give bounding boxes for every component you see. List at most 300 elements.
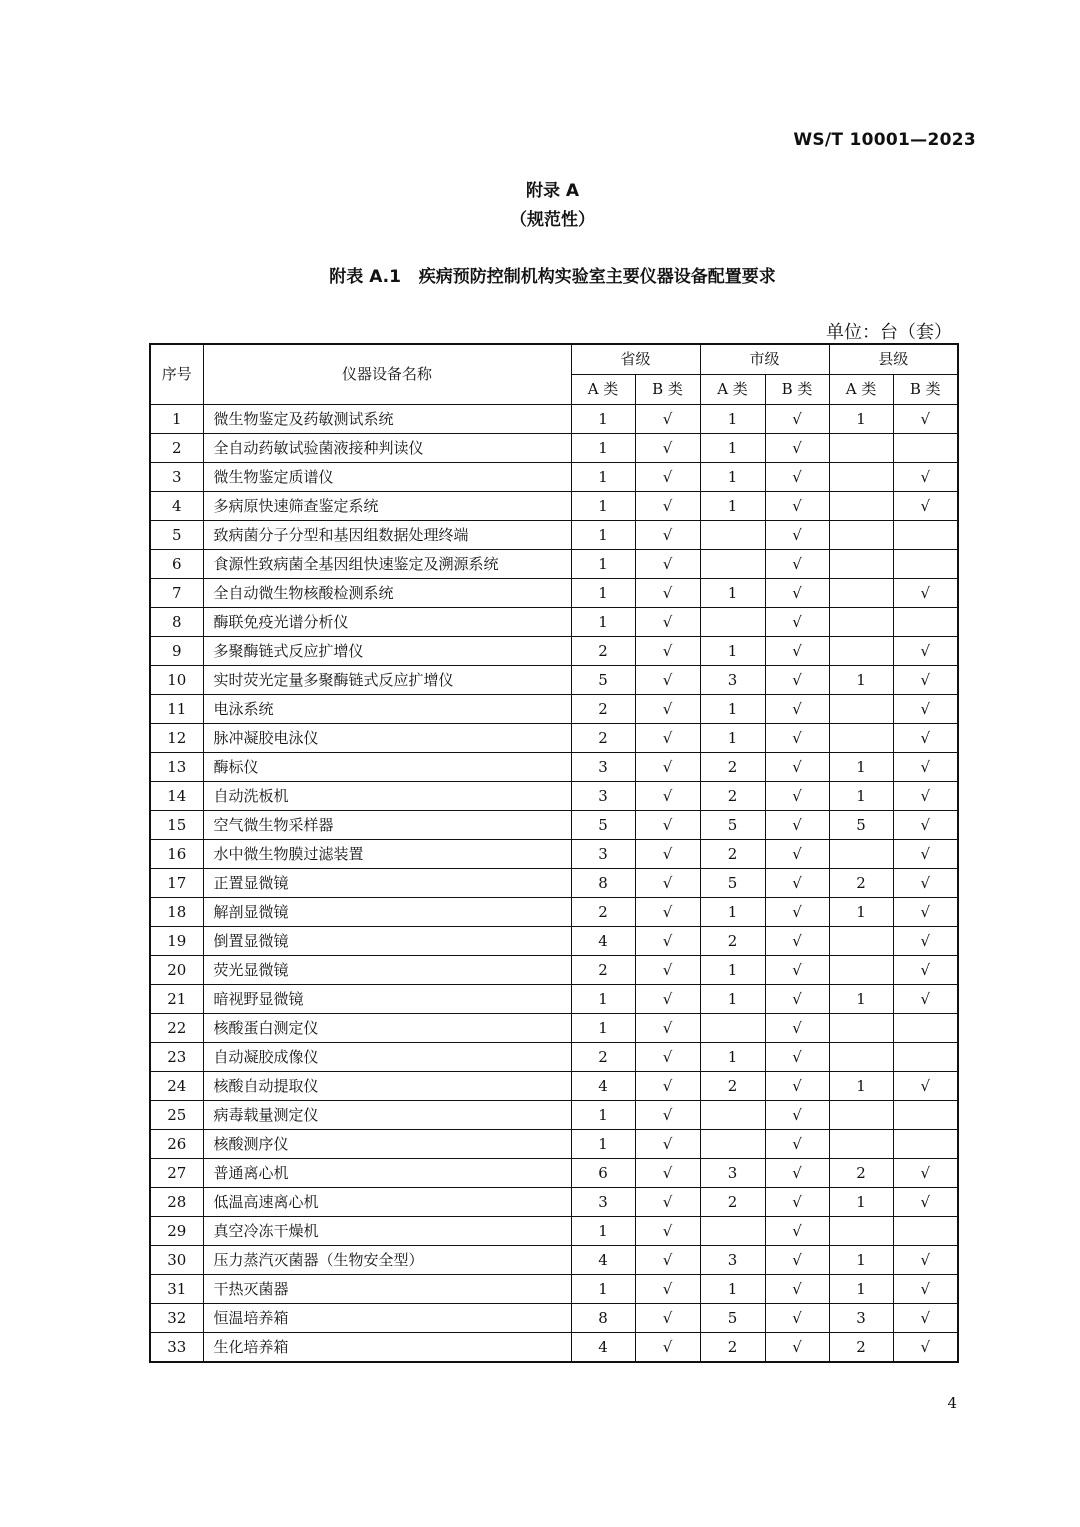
cell-municipal-a xyxy=(700,608,765,637)
cell-municipal-b: √ xyxy=(765,1188,829,1217)
cell-equipment-name: 微生物鉴定质谱仪 xyxy=(203,463,571,492)
cell-serial-number: 13 xyxy=(150,753,203,782)
cell-municipal-a: 1 xyxy=(700,985,765,1014)
cell-equipment-name: 核酸测序仪 xyxy=(203,1130,571,1159)
cell-serial-number: 33 xyxy=(150,1333,203,1363)
cell-county-a xyxy=(829,521,893,550)
cell-provincial-b: √ xyxy=(635,1275,700,1304)
cell-provincial-a: 4 xyxy=(571,1072,635,1101)
cell-equipment-name: 暗视野显微镜 xyxy=(203,985,571,1014)
table-row xyxy=(150,927,958,956)
cell-serial-number: 25 xyxy=(150,1101,203,1130)
header-class-a: A 类 xyxy=(829,375,893,405)
cell-county-b: √ xyxy=(893,1246,958,1275)
header-row-levels xyxy=(150,344,958,375)
cell-provincial-b: √ xyxy=(635,956,700,985)
cell-county-b xyxy=(893,1043,958,1072)
cell-county-a xyxy=(829,463,893,492)
cell-county-b: √ xyxy=(893,753,958,782)
cell-county-a: 2 xyxy=(829,869,893,898)
cell-municipal-b: √ xyxy=(765,608,829,637)
cell-municipal-a: 1 xyxy=(700,637,765,666)
cell-county-b xyxy=(893,521,958,550)
cell-county-b xyxy=(893,1130,958,1159)
cell-county-a xyxy=(829,434,893,463)
cell-county-a xyxy=(829,840,893,869)
cell-county-a xyxy=(829,956,893,985)
cell-equipment-name: 恒温培养箱 xyxy=(203,1304,571,1333)
appendix-subtitle: （规范性） xyxy=(510,210,595,230)
cell-equipment-name: 微生物鉴定及药敏测试系统 xyxy=(203,405,571,434)
cell-municipal-b: √ xyxy=(765,753,829,782)
cell-municipal-a: 2 xyxy=(700,840,765,869)
cell-municipal-a: 5 xyxy=(700,869,765,898)
cell-county-a: 1 xyxy=(829,1072,893,1101)
cell-serial-number: 26 xyxy=(150,1130,203,1159)
cell-serial-number: 23 xyxy=(150,1043,203,1072)
cell-county-b: √ xyxy=(893,898,958,927)
cell-county-b: √ xyxy=(893,695,958,724)
cell-provincial-a: 1 xyxy=(571,1217,635,1246)
cell-county-b xyxy=(893,608,958,637)
header-class-a: A 类 xyxy=(571,375,635,405)
cell-county-a: 1 xyxy=(829,666,893,695)
cell-municipal-b: √ xyxy=(765,1333,829,1363)
header-equipment-name: 仪器设备名称 xyxy=(203,344,571,405)
table-row xyxy=(150,695,958,724)
cell-county-a: 1 xyxy=(829,1188,893,1217)
cell-provincial-a: 8 xyxy=(571,1304,635,1333)
cell-provincial-b: √ xyxy=(635,695,700,724)
cell-county-a: 1 xyxy=(829,1275,893,1304)
cell-county-b xyxy=(893,434,958,463)
table-row xyxy=(150,1275,958,1304)
cell-county-a xyxy=(829,927,893,956)
cell-provincial-b: √ xyxy=(635,724,700,753)
cell-equipment-name: 脉冲凝胶电泳仪 xyxy=(203,724,571,753)
cell-county-b: √ xyxy=(893,869,958,898)
cell-serial-number: 1 xyxy=(150,405,203,434)
cell-municipal-a: 1 xyxy=(700,405,765,434)
cell-serial-number: 12 xyxy=(150,724,203,753)
cell-equipment-name: 真空冷冻干燥机 xyxy=(203,1217,571,1246)
cell-county-a: 1 xyxy=(829,1246,893,1275)
cell-county-a xyxy=(829,608,893,637)
cell-serial-number: 10 xyxy=(150,666,203,695)
cell-county-a: 1 xyxy=(829,753,893,782)
table-row xyxy=(150,1043,958,1072)
cell-provincial-a: 2 xyxy=(571,637,635,666)
cell-county-b: √ xyxy=(893,1333,958,1363)
cell-provincial-a: 6 xyxy=(571,1159,635,1188)
table-row xyxy=(150,666,958,695)
cell-municipal-b: √ xyxy=(765,579,829,608)
table-row xyxy=(150,782,958,811)
cell-county-a: 2 xyxy=(829,1333,893,1363)
cell-county-b: √ xyxy=(893,463,958,492)
cell-county-a: 5 xyxy=(829,811,893,840)
cell-county-a xyxy=(829,579,893,608)
cell-provincial-b: √ xyxy=(635,405,700,434)
cell-municipal-a: 2 xyxy=(700,1333,765,1363)
cell-provincial-a: 1 xyxy=(571,550,635,579)
document-number: WS/T 10001—2023 xyxy=(793,130,976,150)
cell-equipment-name: 核酸蛋白测定仪 xyxy=(203,1014,571,1043)
cell-provincial-b: √ xyxy=(635,521,700,550)
cell-county-a xyxy=(829,637,893,666)
cell-provincial-b: √ xyxy=(635,985,700,1014)
cell-municipal-b: √ xyxy=(765,840,829,869)
header-level-provincial: 省级 xyxy=(571,344,700,375)
cell-county-a: 1 xyxy=(829,782,893,811)
table-row xyxy=(150,1188,958,1217)
cell-serial-number: 7 xyxy=(150,579,203,608)
cell-provincial-b: √ xyxy=(635,1101,700,1130)
cell-county-a xyxy=(829,1043,893,1072)
cell-county-b: √ xyxy=(893,1072,958,1101)
cell-provincial-b: √ xyxy=(635,1246,700,1275)
cell-municipal-b: √ xyxy=(765,666,829,695)
cell-provincial-b: √ xyxy=(635,840,700,869)
table-row xyxy=(150,492,958,521)
cell-serial-number: 6 xyxy=(150,550,203,579)
cell-serial-number: 15 xyxy=(150,811,203,840)
cell-municipal-a xyxy=(700,521,765,550)
cell-equipment-name: 自动洗板机 xyxy=(203,782,571,811)
cell-municipal-a xyxy=(700,1130,765,1159)
cell-serial-number: 21 xyxy=(150,985,203,1014)
cell-provincial-b: √ xyxy=(635,434,700,463)
table-row xyxy=(150,869,958,898)
cell-equipment-name: 酶联免疫光谱分析仪 xyxy=(203,608,571,637)
cell-equipment-name: 倒置显微镜 xyxy=(203,927,571,956)
cell-provincial-a: 1 xyxy=(571,492,635,521)
cell-municipal-a: 2 xyxy=(700,753,765,782)
cell-county-b: √ xyxy=(893,956,958,985)
cell-provincial-a: 2 xyxy=(571,695,635,724)
cell-county-b: √ xyxy=(893,840,958,869)
cell-serial-number: 8 xyxy=(150,608,203,637)
cell-municipal-b: √ xyxy=(765,1014,829,1043)
cell-equipment-name: 低温高速离心机 xyxy=(203,1188,571,1217)
cell-equipment-name: 核酸自动提取仪 xyxy=(203,1072,571,1101)
cell-provincial-a: 1 xyxy=(571,463,635,492)
table-row xyxy=(150,1159,958,1188)
cell-provincial-b: √ xyxy=(635,782,700,811)
cell-provincial-a: 4 xyxy=(571,1333,635,1363)
cell-provincial-a: 2 xyxy=(571,724,635,753)
table-row xyxy=(150,1101,958,1130)
cell-county-b xyxy=(893,1217,958,1246)
cell-municipal-a: 1 xyxy=(700,695,765,724)
cell-municipal-b: √ xyxy=(765,927,829,956)
equipment-table xyxy=(149,343,959,1363)
cell-municipal-b: √ xyxy=(765,1304,829,1333)
cell-provincial-b: √ xyxy=(635,898,700,927)
cell-provincial-b: √ xyxy=(635,492,700,521)
cell-municipal-a: 2 xyxy=(700,782,765,811)
cell-equipment-name: 食源性致病菌全基因组快速鉴定及溯源系统 xyxy=(203,550,571,579)
cell-serial-number: 16 xyxy=(150,840,203,869)
cell-provincial-a: 1 xyxy=(571,1275,635,1304)
cell-equipment-name: 荧光显微镜 xyxy=(203,956,571,985)
header-class-a: A 类 xyxy=(700,375,765,405)
cell-county-b: √ xyxy=(893,579,958,608)
cell-provincial-a: 1 xyxy=(571,1130,635,1159)
cell-provincial-b: √ xyxy=(635,1130,700,1159)
cell-municipal-a: 2 xyxy=(700,1188,765,1217)
cell-provincial-b: √ xyxy=(635,1304,700,1333)
cell-equipment-name: 电泳系统 xyxy=(203,695,571,724)
table-row xyxy=(150,463,958,492)
cell-municipal-b: √ xyxy=(765,405,829,434)
cell-provincial-b: √ xyxy=(635,753,700,782)
header-serial-number: 序号 xyxy=(150,344,203,405)
cell-municipal-a: 1 xyxy=(700,1043,765,1072)
cell-equipment-name: 酶标仪 xyxy=(203,753,571,782)
cell-provincial-b: √ xyxy=(635,666,700,695)
cell-serial-number: 2 xyxy=(150,434,203,463)
cell-county-b: √ xyxy=(893,1159,958,1188)
cell-provincial-b: √ xyxy=(635,927,700,956)
cell-county-a xyxy=(829,492,893,521)
cell-municipal-a xyxy=(700,1014,765,1043)
cell-equipment-name: 多病原快速筛查鉴定系统 xyxy=(203,492,571,521)
table-row xyxy=(150,956,958,985)
cell-municipal-a: 2 xyxy=(700,927,765,956)
cell-county-a xyxy=(829,724,893,753)
table-row xyxy=(150,724,958,753)
table-row xyxy=(150,753,958,782)
cell-provincial-b: √ xyxy=(635,811,700,840)
cell-municipal-a: 1 xyxy=(700,956,765,985)
cell-county-b: √ xyxy=(893,637,958,666)
cell-equipment-name: 全自动药敏试验菌液接种判读仪 xyxy=(203,434,571,463)
table-row xyxy=(150,1246,958,1275)
cell-municipal-b: √ xyxy=(765,463,829,492)
page-number: 4 xyxy=(947,1394,957,1412)
header-level-county: 县级 xyxy=(829,344,958,375)
cell-equipment-name: 干热灭菌器 xyxy=(203,1275,571,1304)
cell-municipal-a: 1 xyxy=(700,1275,765,1304)
header-class-b: B 类 xyxy=(893,375,958,405)
cell-municipal-a: 1 xyxy=(700,724,765,753)
cell-serial-number: 4 xyxy=(150,492,203,521)
cell-county-b: √ xyxy=(893,666,958,695)
cell-municipal-b: √ xyxy=(765,434,829,463)
table-title: 附表 A.1 疾病预防控制机构实验室主要仪器设备配置要求 xyxy=(329,267,776,287)
cell-provincial-a: 1 xyxy=(571,521,635,550)
cell-serial-number: 28 xyxy=(150,1188,203,1217)
cell-provincial-a: 1 xyxy=(571,1101,635,1130)
cell-provincial-b: √ xyxy=(635,869,700,898)
cell-equipment-name: 致病菌分子分型和基因组数据处理终端 xyxy=(203,521,571,550)
cell-county-a: 1 xyxy=(829,985,893,1014)
cell-serial-number: 14 xyxy=(150,782,203,811)
cell-municipal-a: 1 xyxy=(700,434,765,463)
table-row xyxy=(150,1014,958,1043)
cell-municipal-b: √ xyxy=(765,724,829,753)
cell-serial-number: 24 xyxy=(150,1072,203,1101)
cell-provincial-a: 1 xyxy=(571,434,635,463)
cell-county-a xyxy=(829,695,893,724)
cell-county-b xyxy=(893,550,958,579)
cell-municipal-b: √ xyxy=(765,869,829,898)
cell-serial-number: 32 xyxy=(150,1304,203,1333)
appendix-title: 附录 A xyxy=(525,181,580,201)
cell-serial-number: 11 xyxy=(150,695,203,724)
cell-provincial-a: 3 xyxy=(571,782,635,811)
table-row xyxy=(150,811,958,840)
cell-municipal-b: √ xyxy=(765,1130,829,1159)
cell-municipal-a xyxy=(700,550,765,579)
table-row xyxy=(150,898,958,927)
cell-county-b xyxy=(893,1014,958,1043)
cell-municipal-a: 1 xyxy=(700,579,765,608)
cell-county-a xyxy=(829,1130,893,1159)
cell-provincial-b: √ xyxy=(635,1043,700,1072)
header-class-b: B 类 xyxy=(765,375,829,405)
cell-equipment-name: 自动凝胶成像仪 xyxy=(203,1043,571,1072)
cell-municipal-b: √ xyxy=(765,956,829,985)
cell-municipal-a: 1 xyxy=(700,463,765,492)
cell-serial-number: 18 xyxy=(150,898,203,927)
cell-provincial-a: 1 xyxy=(571,1014,635,1043)
cell-county-a: 2 xyxy=(829,1159,893,1188)
table-row xyxy=(150,1333,958,1363)
cell-municipal-b: √ xyxy=(765,1275,829,1304)
cell-provincial-a: 2 xyxy=(571,898,635,927)
cell-provincial-b: √ xyxy=(635,1014,700,1043)
cell-municipal-b: √ xyxy=(765,985,829,1014)
cell-provincial-b: √ xyxy=(635,608,700,637)
cell-provincial-a: 5 xyxy=(571,811,635,840)
table-row xyxy=(150,550,958,579)
cell-equipment-name: 水中微生物膜过滤装置 xyxy=(203,840,571,869)
cell-municipal-a xyxy=(700,1217,765,1246)
cell-county-a: 3 xyxy=(829,1304,893,1333)
cell-serial-number: 31 xyxy=(150,1275,203,1304)
cell-county-a: 1 xyxy=(829,898,893,927)
cell-municipal-a xyxy=(700,1101,765,1130)
cell-municipal-b: √ xyxy=(765,1246,829,1275)
cell-serial-number: 27 xyxy=(150,1159,203,1188)
cell-provincial-b: √ xyxy=(635,1333,700,1363)
cell-provincial-a: 5 xyxy=(571,666,635,695)
table-row xyxy=(150,637,958,666)
cell-municipal-b: √ xyxy=(765,550,829,579)
cell-municipal-a: 3 xyxy=(700,1246,765,1275)
cell-equipment-name: 病毒载量测定仪 xyxy=(203,1101,571,1130)
cell-equipment-name: 空气微生物采样器 xyxy=(203,811,571,840)
cell-county-b: √ xyxy=(893,927,958,956)
cell-equipment-name: 实时荧光定量多聚酶链式反应扩增仪 xyxy=(203,666,571,695)
cell-county-b: √ xyxy=(893,1275,958,1304)
table-row xyxy=(150,1304,958,1333)
header-class-b: B 类 xyxy=(635,375,700,405)
cell-provincial-b: √ xyxy=(635,637,700,666)
cell-equipment-name: 多聚酶链式反应扩增仪 xyxy=(203,637,571,666)
cell-provincial-a: 1 xyxy=(571,985,635,1014)
cell-provincial-a: 2 xyxy=(571,1043,635,1072)
cell-equipment-name: 全自动微生物核酸检测系统 xyxy=(203,579,571,608)
cell-equipment-name: 普通离心机 xyxy=(203,1159,571,1188)
cell-county-a xyxy=(829,1101,893,1130)
cell-municipal-b: √ xyxy=(765,1217,829,1246)
cell-county-b: √ xyxy=(893,1304,958,1333)
cell-municipal-b: √ xyxy=(765,637,829,666)
header-level-municipal: 市级 xyxy=(700,344,829,375)
cell-provincial-a: 1 xyxy=(571,405,635,434)
cell-provincial-b: √ xyxy=(635,463,700,492)
cell-municipal-a: 5 xyxy=(700,1304,765,1333)
cell-municipal-a: 2 xyxy=(700,1072,765,1101)
cell-provincial-a: 3 xyxy=(571,753,635,782)
cell-county-a xyxy=(829,1014,893,1043)
cell-provincial-a: 1 xyxy=(571,579,635,608)
cell-municipal-b: √ xyxy=(765,1043,829,1072)
cell-municipal-b: √ xyxy=(765,695,829,724)
cell-county-b: √ xyxy=(893,1188,958,1217)
cell-municipal-a: 3 xyxy=(700,1159,765,1188)
cell-municipal-b: √ xyxy=(765,898,829,927)
cell-municipal-b: √ xyxy=(765,492,829,521)
cell-provincial-b: √ xyxy=(635,1217,700,1246)
cell-provincial-a: 2 xyxy=(571,956,635,985)
cell-serial-number: 5 xyxy=(150,521,203,550)
cell-municipal-b: √ xyxy=(765,782,829,811)
cell-county-b xyxy=(893,1101,958,1130)
cell-provincial-a: 8 xyxy=(571,869,635,898)
table-row xyxy=(150,434,958,463)
cell-provincial-a: 1 xyxy=(571,608,635,637)
cell-county-b: √ xyxy=(893,782,958,811)
cell-provincial-a: 3 xyxy=(571,1188,635,1217)
cell-serial-number: 17 xyxy=(150,869,203,898)
cell-equipment-name: 解剖显微镜 xyxy=(203,898,571,927)
cell-county-a: 1 xyxy=(829,405,893,434)
table-row xyxy=(150,985,958,1014)
cell-provincial-a: 3 xyxy=(571,840,635,869)
cell-provincial-b: √ xyxy=(635,550,700,579)
cell-serial-number: 3 xyxy=(150,463,203,492)
cell-provincial-b: √ xyxy=(635,1159,700,1188)
cell-serial-number: 30 xyxy=(150,1246,203,1275)
cell-municipal-a: 1 xyxy=(700,898,765,927)
cell-county-a xyxy=(829,550,893,579)
cell-county-a xyxy=(829,1217,893,1246)
cell-municipal-a: 1 xyxy=(700,492,765,521)
cell-serial-number: 9 xyxy=(150,637,203,666)
cell-municipal-a: 3 xyxy=(700,666,765,695)
cell-provincial-a: 4 xyxy=(571,1246,635,1275)
cell-municipal-a: 5 xyxy=(700,811,765,840)
table-row xyxy=(150,405,958,434)
cell-serial-number: 20 xyxy=(150,956,203,985)
cell-municipal-b: √ xyxy=(765,1072,829,1101)
table-row xyxy=(150,608,958,637)
table-row xyxy=(150,521,958,550)
cell-equipment-name: 正置显微镜 xyxy=(203,869,571,898)
cell-serial-number: 29 xyxy=(150,1217,203,1246)
cell-county-b: √ xyxy=(893,811,958,840)
cell-municipal-b: √ xyxy=(765,1159,829,1188)
table-row xyxy=(150,840,958,869)
table-row xyxy=(150,1072,958,1101)
table-row xyxy=(150,1130,958,1159)
cell-equipment-name: 压力蒸汽灭菌器（生物安全型） xyxy=(203,1246,571,1275)
cell-municipal-b: √ xyxy=(765,521,829,550)
